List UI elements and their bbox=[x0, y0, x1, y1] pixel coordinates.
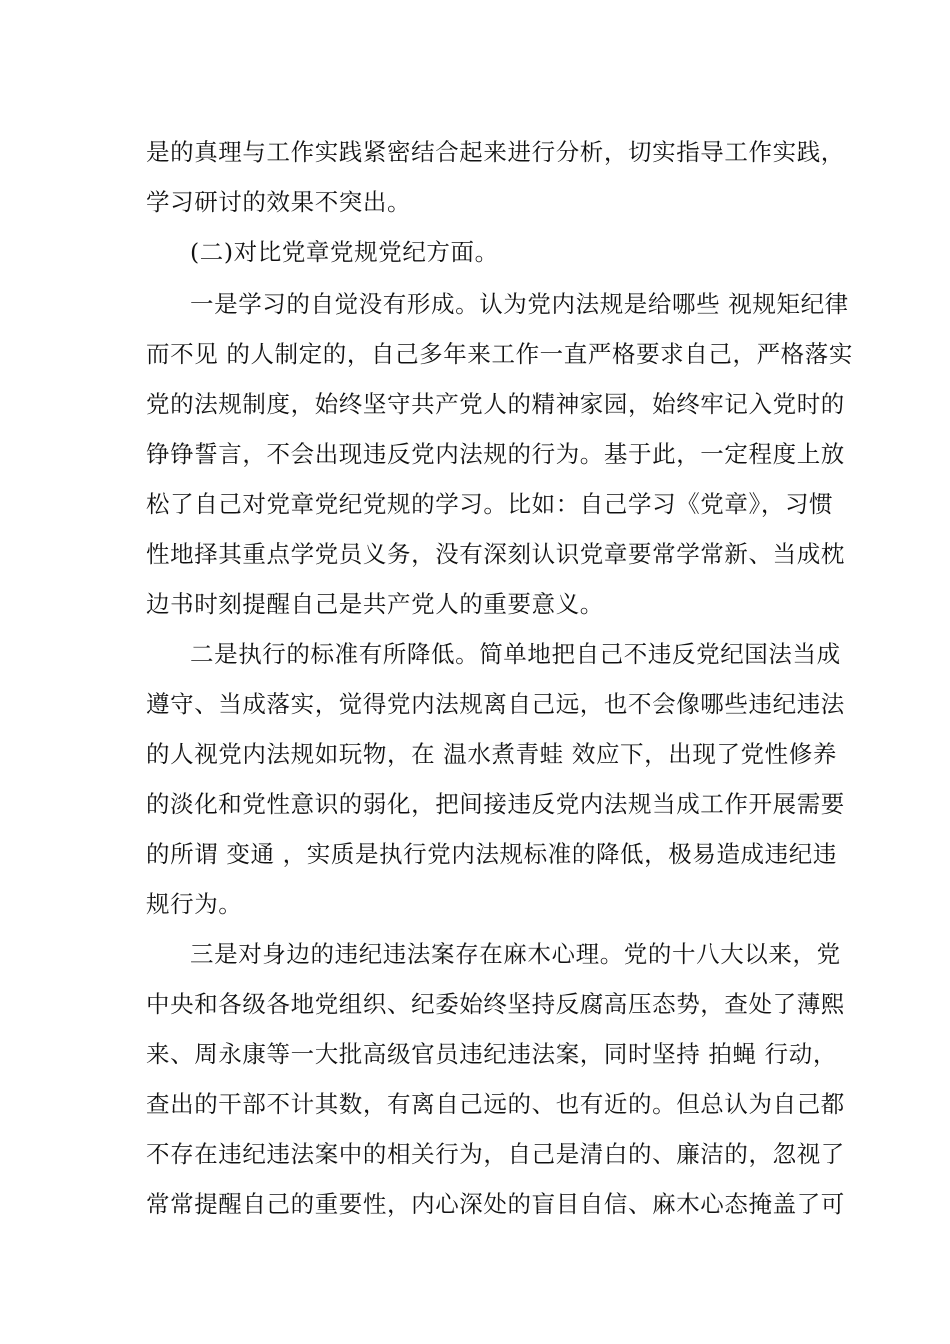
text-line: 常常提醒自己的重要性，内心深处的盲目自信、麻木心态掩盖了可 bbox=[146, 1190, 845, 1218]
text-line: 的所谓 变通 ，实质是执行党内法规标准的降低，极易造成违纪违 bbox=[146, 840, 837, 868]
text-line: 不存在违纪违法案中的相关行为，自己是清白的、廉洁的，忽视了 bbox=[146, 1140, 845, 1168]
text-line: 二是执行的标准有所降低。简单地把自己不违反党纪国法当成 bbox=[190, 640, 841, 668]
text-line: 的人视党内法规如玩物，在 温水煮青蛙 效应下，出现了党性修养 bbox=[146, 740, 837, 768]
text-line: 一是学习的自觉没有形成。认为党内法规是给哪些 视规矩纪律 bbox=[190, 290, 849, 318]
section-heading: (二)对比党章党规党纪方面。 bbox=[190, 238, 499, 266]
text-line: 性地择其重点学党员义务，没有深刻认识党章要常学常新、当成枕 bbox=[146, 540, 845, 568]
text-line: 的淡化和党性意识的弱化，把间接违反党内法规当成工作开展需要 bbox=[146, 790, 845, 818]
text-line: 遵守、当成落实，觉得党内法规离自己远，也不会像哪些违纪违法 bbox=[146, 690, 845, 718]
text-line: 中央和各级各地党组织、纪委始终坚持反腐高压态势，查处了薄熙 bbox=[146, 990, 845, 1018]
text-line: 规行为。 bbox=[146, 890, 243, 918]
text-line: 铮铮誓言，不会出现违反党内法规的行为。基于此，一定程度上放 bbox=[146, 440, 845, 468]
text-line: 边书时刻提醒自己是共产党人的重要意义。 bbox=[146, 590, 604, 618]
text-line: 党的法规制度，始终坚守共产党人的精神家园，始终牢记入党时的 bbox=[146, 390, 845, 418]
text-line: 是的真理与工作实践紧密结合起来进行分析，切实指导工作实践， bbox=[146, 138, 845, 166]
text-line: 查出的干部不计其数，有离自己远的、也有近的。但总认为自己都 bbox=[146, 1090, 845, 1118]
text-line: 学习研讨的效果不突出。 bbox=[146, 188, 412, 216]
text-line: 松了自己对党章党纪党规的学习。比如：自己学习《党章》，习惯 bbox=[146, 490, 834, 518]
text-line: 来、周永康等一大批高级官员违纪违法案，同时坚持 拍蝇 行动， bbox=[146, 1040, 837, 1068]
text-line: 而不见 的人制定的，自己多年来工作一直严格要求自己，严格落实 bbox=[146, 340, 853, 368]
text-line: 三是对身边的违纪违法案存在麻木心理。党的十八大以来，党 bbox=[190, 940, 841, 968]
